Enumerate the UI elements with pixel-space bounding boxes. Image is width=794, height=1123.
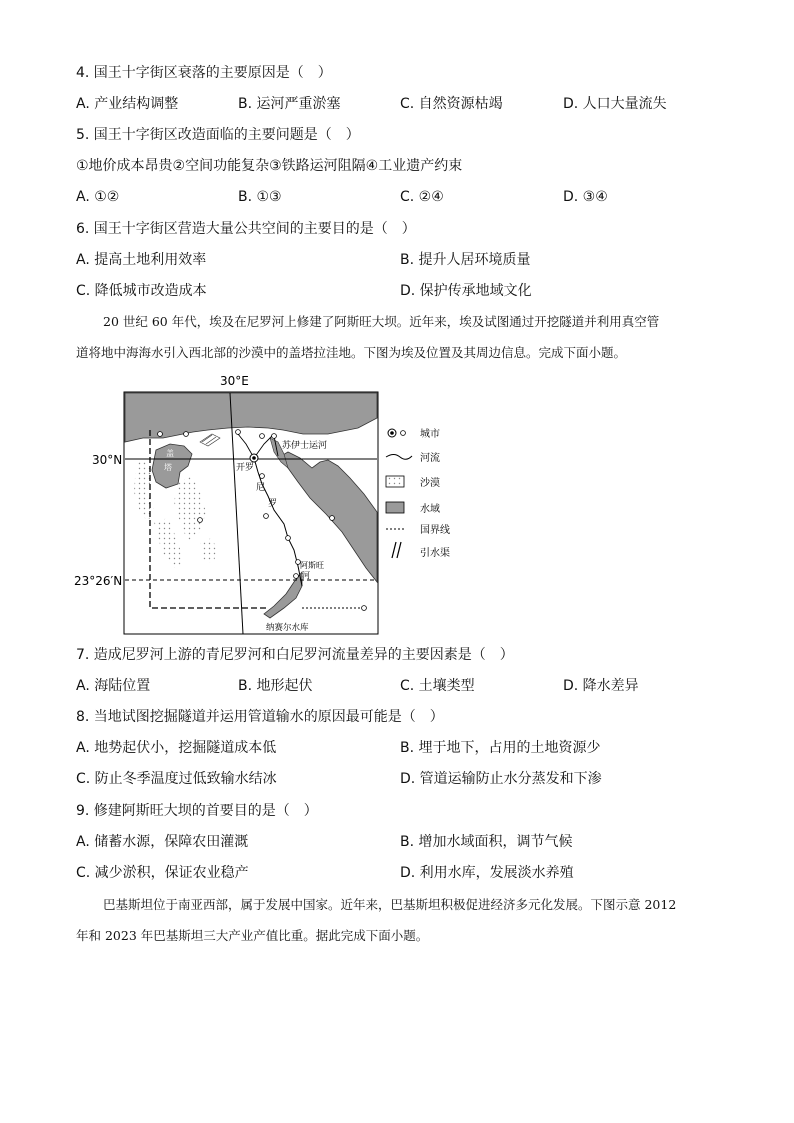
q9-option-a[interactable]: A. 储蓄水源，保障农田灌溉: [76, 834, 249, 850]
question-5-items: ①地价成本昂贵②空间功能复杂③铁路运河阻隔④工业遗产约束: [76, 158, 463, 174]
label-nile-1: 尼: [256, 483, 266, 493]
lon-label: 30°E: [220, 374, 249, 388]
lat-label-tropic: 23°26′N: [74, 574, 123, 588]
question-8-stem: 8. 当地试图挖掘隧道并运用管道输水的原因最可能是（ ）: [76, 709, 444, 725]
q5-option-a[interactable]: A. ①②: [76, 189, 120, 205]
question-4-stem: 4. 国王十字街区衰落的主要原因是（ ）: [76, 65, 332, 81]
label-lake-1: 盖: [166, 449, 174, 458]
question-5-stem: 5. 国王十字街区改造面临的主要问题是（ ）: [76, 127, 360, 143]
q7-option-a[interactable]: A. 海陆位置: [76, 678, 151, 694]
q6-option-d[interactable]: D. 保护传承地域文化: [400, 283, 532, 299]
label-aswan-1: 阿斯旺: [300, 561, 324, 570]
q4-option-c[interactable]: C. 自然资源枯竭: [400, 96, 503, 112]
city-icon: [236, 430, 241, 435]
q4-option-a[interactable]: A. 产业结构调整: [76, 96, 179, 112]
legend-border: 国界线: [420, 525, 450, 536]
map-legend: [386, 427, 450, 559]
question-6-stem: 6. 国王十字街区营造大量公共空间的主要目的是（ ）: [76, 221, 416, 237]
passage-egypt-line-1: 20 世纪 60 年代，埃及在尼罗河上修建了阿斯旺大坝。近年来，埃及试图通过开挖隧道并利用真空管: [103, 314, 660, 329]
q4-option-d[interactable]: D. 人口大量流失: [563, 96, 667, 112]
passage-pakistan-line-2: 年和 2023 年巴基斯坦三大产业产值比重。据此完成下面小题。: [76, 928, 429, 943]
q9-option-c[interactable]: C. 减少淤积，保证农业稳产: [76, 865, 249, 881]
q5-option-d[interactable]: D. ③④: [563, 189, 608, 205]
label-nasser: 纳赛尔水库: [266, 623, 309, 633]
q8-option-c[interactable]: C. 防止冬季温度过低致输水结冰: [76, 771, 277, 787]
label-aswan-2: 河: [302, 571, 310, 580]
legend-canal-icon: [392, 542, 396, 558]
label-cairo: 开罗: [236, 463, 255, 473]
city-icon: [286, 536, 291, 541]
label-suez: 苏伊士运河: [282, 441, 328, 451]
lat-label-30n: 30°N: [92, 453, 123, 467]
q9-option-d[interactable]: D. 利用水库，发展淡水养殖: [400, 865, 574, 881]
q7-option-b[interactable]: B. 地形起伏: [238, 678, 313, 694]
legend-river-icon: [386, 455, 412, 460]
q8-option-a[interactable]: A. 地势起伏小，挖掘隧道成本低: [76, 740, 277, 756]
city-icon: [198, 518, 203, 523]
q8-option-d[interactable]: D. 管道运输防止水分蒸发和下渗: [400, 771, 602, 787]
city-icon: [260, 434, 265, 439]
legend-river: 河流: [420, 453, 440, 464]
city-icon: [264, 514, 269, 519]
passage-pakistan-line-1: 巴基斯坦位于南亚西部，属于发展中国家。近年来，巴基斯坦积极促进经济多元化发展。下图示意 2012: [103, 897, 677, 912]
legend-water: 水域: [420, 504, 440, 515]
label-lake-2: 塔: [164, 463, 172, 472]
q6-option-b[interactable]: B. 提升人居环境质量: [400, 252, 531, 268]
legend-desert: 沙漠: [420, 478, 440, 489]
city-icon: [260, 474, 265, 479]
q8-option-b[interactable]: B. 埋于地下，占用的土地资源少: [400, 740, 601, 756]
city-icon: [272, 434, 277, 439]
city-icon: [158, 432, 163, 437]
question-7-stem: 7. 造成尼罗河上游的青尼罗河和白尼罗河流量差异的主要因素是（ ）: [76, 647, 514, 663]
q7-option-c[interactable]: C. 土壤类型: [400, 678, 475, 694]
q6-option-c[interactable]: C. 降低城市改造成本: [76, 283, 207, 299]
legend-city-icon: [401, 431, 406, 436]
city-icon: [184, 432, 189, 437]
q9-option-b[interactable]: B. 增加水域面积，调节气候: [400, 834, 573, 850]
city-icon: [362, 606, 367, 611]
legend-desert-icon: [386, 476, 404, 487]
legend-water-icon: [386, 502, 404, 513]
label-nile-2: 罗: [268, 499, 278, 509]
egypt-map: [74, 372, 558, 640]
q5-option-c[interactable]: C. ②④: [400, 189, 444, 205]
passage-egypt-line-2: 道将地中海海水引入西北部的沙漠中的盖塔拉洼地。下图为埃及位置及其周边信息。完成下面小题。: [76, 345, 627, 360]
city-icon: [294, 574, 299, 579]
question-9-stem: 9. 修建阿斯旺大坝的首要目的是（ ）: [76, 803, 318, 819]
q4-option-b[interactable]: B. 运河严重淤塞: [238, 96, 341, 112]
q6-option-a[interactable]: A. 提高土地利用效率: [76, 252, 207, 268]
q5-option-b[interactable]: B. ①③: [238, 189, 282, 205]
legend-city: 城市: [420, 429, 440, 440]
city-icon: [330, 516, 335, 521]
legend-canal: 引水渠: [420, 548, 450, 559]
q7-option-d[interactable]: D. 降水差异: [563, 678, 639, 694]
